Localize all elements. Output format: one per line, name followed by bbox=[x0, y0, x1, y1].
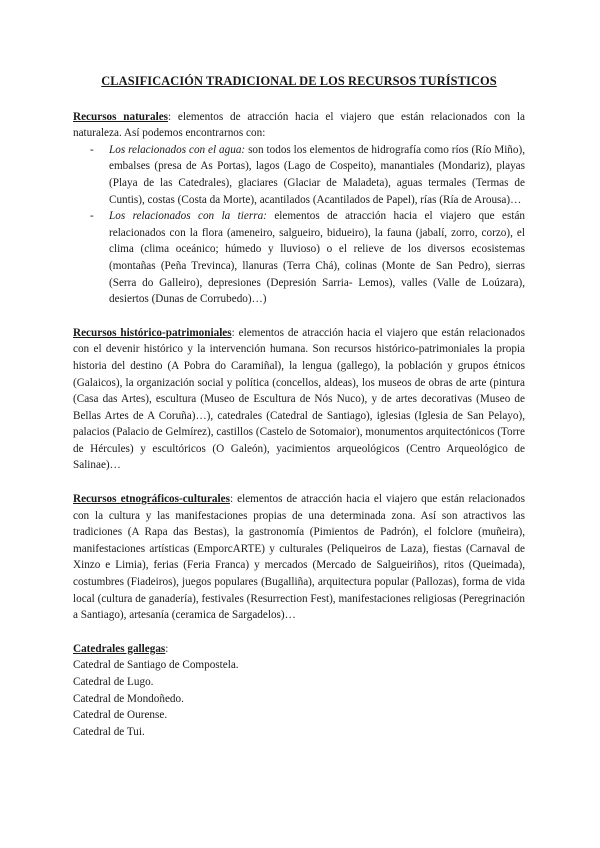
cathedrals-heading: Catedrales gallegas bbox=[73, 642, 166, 655]
cathedrals-heading-line bbox=[73, 641, 525, 658]
historic-text: : elementos de atracción hacia el viajero que están relacionados con el devenir histórico y la intervención humana. Son recursos histórico-patrimoniales la propia historia del destino (A Pobra do Caramiñal), la lengua (gallego), la población y grupos étnicos (Galaicos), la organización social y política (concellos, aldeas), los museos de obras de arte (pintura (Casa das Artes), escultura (Museo de Escultura de Nós Nuco), y de artes decorativas (Museo de Bellas Artes de A Coruña)…), catedrales (Catedral de Santiago), iglesias (Iglesia de San Pelayo), palacios (Palacio de Gelmírez), castillos (Castelo de Sotomaior), monumentos arquitectónicos (Torre de Hércules) y escultóricos (O Galeón), yacimientos arqueológicos (Centro Arqueológico de Salinae)… bbox=[73, 326, 525, 472]
ethnographic-heading: Recursos etnográficos-culturales bbox=[73, 493, 230, 506]
section-natural bbox=[73, 109, 525, 308]
ethnographic-text: : elementos de atracción hacia el viajero que están relacionados con la cultura y las manifestaciones propias de una determinada zona. Así son atractivos las tradiciones (A Rapa das Bestas), la gastronomía (Pimientos de Padrón), el folclore (muñeira), manifestaciones artísticas (EmporcARTE) y culturales (Peliqueiros de Laza), fiestas (Carnaval de Xinzo e Limia), ferias (Feria Franca) y mercados (Mercado de Salgueiriños), ritos (Queimada), costumbres (Fiadeiros), juegos populares (Bugalliña), arquitectura popular (Pallozas), forma de vida local (cultura de ganadería), festivales (Resurrection Fest), manifestaciones religiosas (Peregrinación a Santiago), artesanía (ceramica de Sargadelos)… bbox=[73, 493, 525, 622]
section-cathedrals bbox=[73, 641, 525, 741]
list-item: Catedral de Ourense. bbox=[73, 709, 168, 722]
list-item: Catedral de Lugo. bbox=[73, 676, 154, 688]
cathedrals-list bbox=[73, 657, 525, 740]
land-text: elementos de atracción hacia el viajero que están relacionados con la flora (ameneiro, salgueiro, bidueiro), la fauna (jabalí, zorro, corzo), el clima (clima oceánico; húmedo y lluvioso) o el relieve de los diversos ecosistemas (montañas (Peña Trevinca), llanuras (Terra Chá), colinas (Monte de San Pedro), sierras (Serra do Galleiro), depresiones (Depresión Sarria- Lemos), valles (Valle de Loúzara), desiertos (Dunas de Corrubedo)…) bbox=[109, 210, 525, 306]
natural-heading: Recursos naturales bbox=[73, 110, 169, 123]
section-historic bbox=[73, 325, 525, 474]
list-item: Catedral de Mondoñedo. bbox=[73, 692, 184, 705]
natural-intro-text: : elementos de atracción hacia el viajero que están relacionados con la naturaleza. Así podemos encontrarnos con: bbox=[73, 110, 525, 140]
water-text: son todos los elementos de hidrografía como ríos (Río Miño), embalses (presa de As Portas), lagos (Lago de Cospeito), manantiales (Mondariz), playas (Playa de las Catedrales), glaciares (Glaciar de Maladeta), aguas termales (Termas de Cuntis), costas (Costa da Morte), acantilados (Acantilados de Papel), rías (Ría de Arousa)… bbox=[109, 143, 526, 206]
historic-paragraph bbox=[73, 325, 525, 474]
water-label: Los relacionados con el agua: bbox=[109, 143, 246, 156]
list-item: Catedral de Tui. bbox=[73, 725, 145, 738]
natural-intro-paragraph bbox=[73, 109, 525, 142]
ethnographic-paragraph bbox=[73, 491, 525, 624]
list-item: Catedral de Santiago de Compostela. bbox=[73, 659, 239, 672]
section-ethnographic bbox=[73, 491, 525, 624]
cathedrals-colon: : bbox=[165, 642, 169, 655]
list-item-water bbox=[109, 142, 525, 208]
document-page bbox=[73, 73, 525, 757]
historic-heading: Recursos histórico-patrimoniales bbox=[73, 326, 232, 339]
document-title: CLASIFICACIÓN TRADICIONAL DE LOS RECURSOS TURÍSTICOS bbox=[101, 74, 497, 88]
land-label: Los relacionados con la tierra: bbox=[109, 210, 267, 223]
natural-list bbox=[73, 142, 525, 308]
list-item-land bbox=[109, 208, 525, 308]
